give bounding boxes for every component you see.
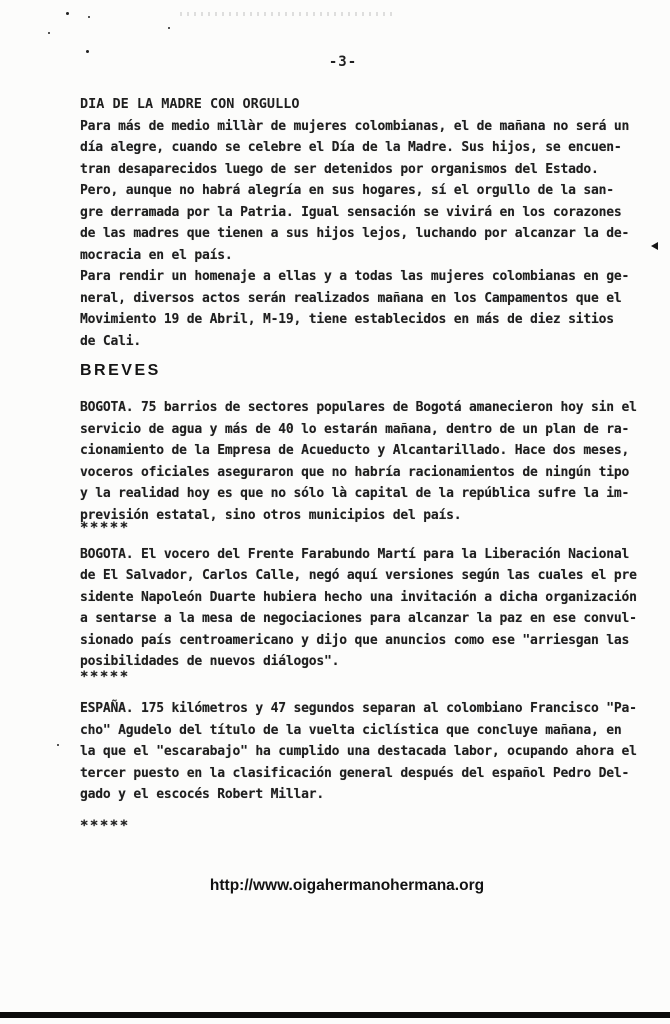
text-line: voceros oficiales aseguraron que no habría racionamientos de ningún tipo bbox=[80, 464, 630, 480]
page-number: -3- bbox=[328, 54, 358, 70]
article-paragraph bbox=[80, 116, 646, 353]
text-line: cionamiento de la Empresa de Acueducto y Alcantarillado. Hace dos meses, bbox=[80, 443, 630, 458]
text-line: tran desaparecidos luego de ser detenidos por organismos del Estado. bbox=[80, 161, 599, 177]
text-line: mocracia en el país. bbox=[80, 247, 233, 263]
text-line: neral, diversos actos serán realizados mañana en los Campamentos que el bbox=[80, 290, 622, 306]
text-line: de las madres que tienen a sus hijos lejos, luchando por alcanzar la de- bbox=[80, 226, 630, 241]
footer-url: http://www.oigahermanohermana.org bbox=[209, 877, 485, 894]
text-line: gre derramada por la Patria. Igual sensación se vivirá en los corazones bbox=[80, 204, 622, 220]
scan-edge bbox=[0, 1012, 670, 1018]
text-line: BOGOTA. El vocero del Frente Farabundo Martí para la Liberación Nacional bbox=[80, 546, 630, 562]
asterisk-separator: ***** bbox=[80, 520, 130, 536]
text-line: a sentarse a la mesa de negociaciones para alcanzar la paz en ese convul- bbox=[80, 611, 637, 626]
text-line: previsión estatal, sino otros municipios del país. bbox=[80, 507, 462, 523]
text-line: de Cali. bbox=[80, 333, 142, 349]
text-line: tercer puesto en la clasificación general después del español Pedro Del- bbox=[80, 765, 630, 781]
text-line: Pero, aunque no habrá alegría en sus hogares, sí el orgullo de la san- bbox=[80, 183, 614, 198]
text-line: gado y el escocés Robert Millar. bbox=[80, 787, 325, 802]
text-line: de El Salvador, Carlos Calle, negó aquí versiones según las cuales el pre bbox=[80, 568, 637, 583]
breves-heading: BREVES bbox=[80, 362, 161, 379]
text-line: cho" Agudelo del título de la vuelta ciclística que concluye mañana, en bbox=[80, 722, 622, 738]
text-line: día alegre, cuando se celebre el Día de la Madre. Sus hijos, se encuen- bbox=[80, 140, 622, 155]
article-heading: DIA DE LA MADRE CON ORGULLO bbox=[80, 96, 300, 112]
asterisk-separator: ***** bbox=[80, 668, 130, 685]
text-line: servicio de agua y más de 40 lo estarán mañana, dentro de un plan de ra- bbox=[80, 421, 630, 437]
text-line: Movimiento 19 de Abril, M-19, tiene establecidos en más de diez sitios bbox=[80, 312, 614, 327]
breves-item-bogota-1 bbox=[80, 397, 646, 526]
text-line: Para rendir un homenaje a ellas y a todas las mujeres colombianas en ge- bbox=[80, 269, 630, 284]
text-line: BOGOTA. 75 barrios de sectores populares de Bogotá amanecieron hoy sin el bbox=[80, 400, 637, 415]
breves-item-bogota-2 bbox=[80, 544, 646, 673]
text-line: sionado país centroamericano y dijo que anuncios como ese "arriesgan las bbox=[80, 632, 630, 648]
text-line: la que el "escarabajo" ha cumplido una destacada labor, ocupando ahora el bbox=[80, 744, 637, 759]
text-line: y la realidad hoy es que no sólo là capital de la república sufre la im- bbox=[80, 486, 630, 501]
breves-item-espana bbox=[80, 698, 646, 806]
text-line: sidente Napoleón Duarte hubiera hecho una invitación a dicha organización bbox=[80, 589, 637, 605]
text-line: ESPAÑA. 175 kilómetros y 47 segundos separan al colombiano Francisco "Pa- bbox=[80, 701, 637, 716]
text-line: posibilidades de nuevos diálogos". bbox=[80, 654, 340, 669]
text-line: Para más de medio millàr de mujeres colombianas, el de mañana no será un bbox=[80, 118, 630, 134]
asterisk-separator: ***** bbox=[80, 817, 130, 834]
